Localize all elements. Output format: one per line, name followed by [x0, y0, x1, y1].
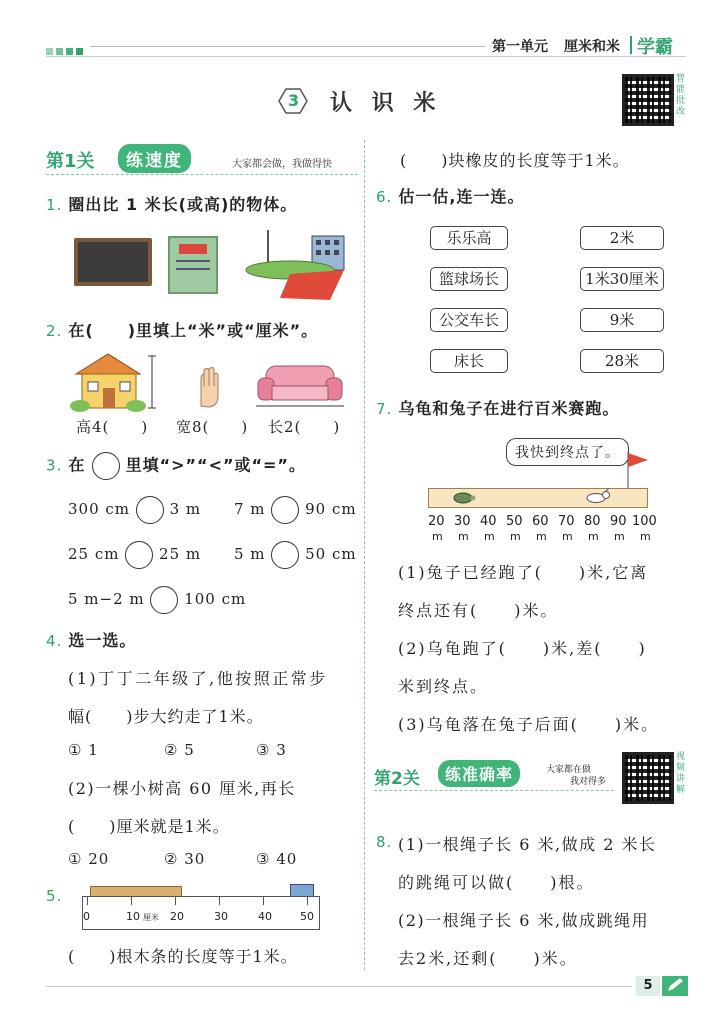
- header-line: [90, 46, 485, 47]
- section2-slogan1: 大家都在做: [546, 765, 592, 775]
- q8-p1b: 的跳绳可以做( )根。: [398, 873, 595, 892]
- speech-bubble: 我快到终点了。: [506, 438, 629, 466]
- pencil-icon: [662, 976, 688, 996]
- header-underline: [46, 56, 686, 57]
- q7-p1a: (1)兔子已经跑了( )米,它离: [398, 563, 649, 582]
- qr-code-bottom[interactable]: [622, 752, 674, 804]
- q1-text: 1. 圈出比 1 米长(或高)的物体。: [46, 195, 298, 214]
- section1-underline: [46, 174, 358, 175]
- q5-num: 5.: [46, 887, 63, 905]
- q3-row2b: 5 m 50 cm: [234, 541, 357, 569]
- q4-text: 4. 选一选。: [46, 631, 137, 650]
- q8-p2a: (2)一根绳子长 6 米,做成跳绳用: [398, 911, 650, 930]
- right-top-text: ( )块橡皮的长度等于1米。: [400, 151, 630, 170]
- q7-p2b: 米到终点。: [398, 677, 489, 696]
- q6-left-1[interactable]: 篮球场长: [430, 267, 508, 291]
- page-title: 认 识 米: [330, 91, 442, 116]
- compare-circle[interactable]: [271, 541, 299, 569]
- header-unit: 第一单元: [492, 39, 548, 55]
- q6-left-2[interactable]: 公交车长: [430, 308, 508, 332]
- q4-p2b: ( )厘米就是1米。: [68, 817, 230, 836]
- q4-opt1-a[interactable]: ① 1: [68, 741, 99, 759]
- q4-opt2-b[interactable]: ② 30: [164, 850, 206, 868]
- header-divider: [630, 36, 632, 54]
- q5-text: ( )根木条的长度等于1米。: [68, 947, 298, 966]
- sofa-image: [254, 362, 346, 410]
- q7-text: 7. 乌龟和兔子在进行百米赛跑。: [376, 399, 620, 418]
- q6-right-2[interactable]: 9米: [580, 308, 664, 332]
- ruler-label-0: 0: [83, 910, 90, 923]
- footer-line: [46, 986, 632, 987]
- q6-text: 6. 估一估,连一连。: [376, 187, 525, 206]
- ruler-label-50: 50: [300, 910, 314, 923]
- section2-label: 第2关: [374, 769, 420, 789]
- book-image[interactable]: [168, 236, 218, 294]
- flag-icon: [626, 452, 650, 488]
- section1-label: 第1关: [46, 151, 95, 172]
- section1-slogan: 大家都会做，我做得快: [232, 159, 332, 170]
- q4-p1b: 幅( )步大约走了1米。: [68, 707, 264, 726]
- ruler-label-10: 10: [126, 910, 140, 923]
- q4-opt2-c[interactable]: ③ 40: [256, 850, 298, 868]
- q8-num: 8.: [376, 833, 393, 851]
- section2-slogan2: 我对得多: [570, 777, 607, 787]
- house-image: [70, 350, 160, 412]
- q7-p2a: (2)乌龟跑了( )米,差( ): [398, 639, 647, 658]
- turtle-icon: [452, 490, 476, 504]
- qr-top-label: 智能批改: [676, 74, 686, 117]
- compare-circle[interactable]: [150, 586, 178, 614]
- playground-image[interactable]: [240, 228, 350, 300]
- compare-circle-example: [92, 452, 120, 480]
- page-number: 5: [636, 976, 660, 996]
- q6-right-1[interactable]: 1米30厘米: [580, 267, 664, 291]
- q3-row2: 25 cm 25 m: [68, 541, 201, 569]
- q4-opt2-a[interactable]: ① 20: [68, 850, 110, 868]
- compare-circle[interactable]: [271, 496, 299, 524]
- section2-underline: [374, 790, 614, 791]
- compare-circle[interactable]: [125, 541, 153, 569]
- title-hexagon: 3: [278, 88, 308, 114]
- q7-p1b: 终点还有( )米。: [398, 601, 559, 620]
- q3-row1: 300 cm 3 m: [68, 496, 201, 524]
- hand-image: [196, 366, 222, 408]
- qr-bottom-label: 视频讲解: [676, 752, 686, 795]
- header-brand: 学霸: [637, 37, 673, 58]
- q6-right-3[interactable]: 28米: [580, 349, 664, 373]
- header-topic: 厘米和米: [564, 39, 620, 55]
- ruler-label-20: 20: [170, 910, 184, 923]
- compare-circle[interactable]: [136, 496, 164, 524]
- q3-row1b: 7 m 90 cm: [234, 496, 357, 524]
- qr-code-top[interactable]: [622, 74, 674, 126]
- ruler-label-40: 40: [258, 910, 272, 923]
- ruler-label-30: 30: [214, 910, 228, 923]
- q6-left-0[interactable]: 乐乐高: [430, 226, 508, 250]
- q6-right-0[interactable]: 2米: [580, 226, 664, 250]
- rabbit-icon: [584, 488, 612, 504]
- q4-p1a: (1)丁丁二年级了,他按照正常步: [68, 669, 328, 688]
- q2-text: 2. 在( )里填上“米”或“厘米”。: [46, 321, 319, 340]
- blackboard-image[interactable]: [74, 238, 152, 286]
- ruler: [82, 896, 320, 930]
- q4-opt1-c[interactable]: ③ 3: [256, 741, 287, 759]
- q4-p2a: (2)一棵小树高 60 厘米,再长: [68, 779, 296, 798]
- q8-p1a: (1)一根绳子长 6 米,做成 2 米长: [398, 835, 657, 854]
- q3-text: 3. 在 里填“>”“<”或“=”。: [46, 452, 306, 480]
- section2-name: 练准确率: [438, 760, 520, 787]
- q4-opt1-b[interactable]: ② 5: [164, 741, 195, 759]
- ruler-unit: 厘米: [143, 913, 159, 922]
- q2-label-width: 宽8( ): [176, 418, 249, 436]
- q6-left-3[interactable]: 床长: [430, 349, 508, 373]
- q2-label-height: 高4( ): [76, 418, 149, 436]
- section1-name: 练速度: [118, 144, 191, 173]
- column-divider: [364, 140, 365, 970]
- track-ticks: 20 30 40 50 60 70 80 90 100 m m m m m m m m m: [428, 514, 657, 543]
- q8-p2b: 去2米,还剩( )米。: [398, 949, 578, 968]
- q7-p3: (3)乌龟落在兔子后面( )米。: [398, 715, 660, 734]
- q3-row3: 5 m−2 m 100 cm: [68, 586, 246, 614]
- q2-label-length: 长2( ): [268, 418, 341, 436]
